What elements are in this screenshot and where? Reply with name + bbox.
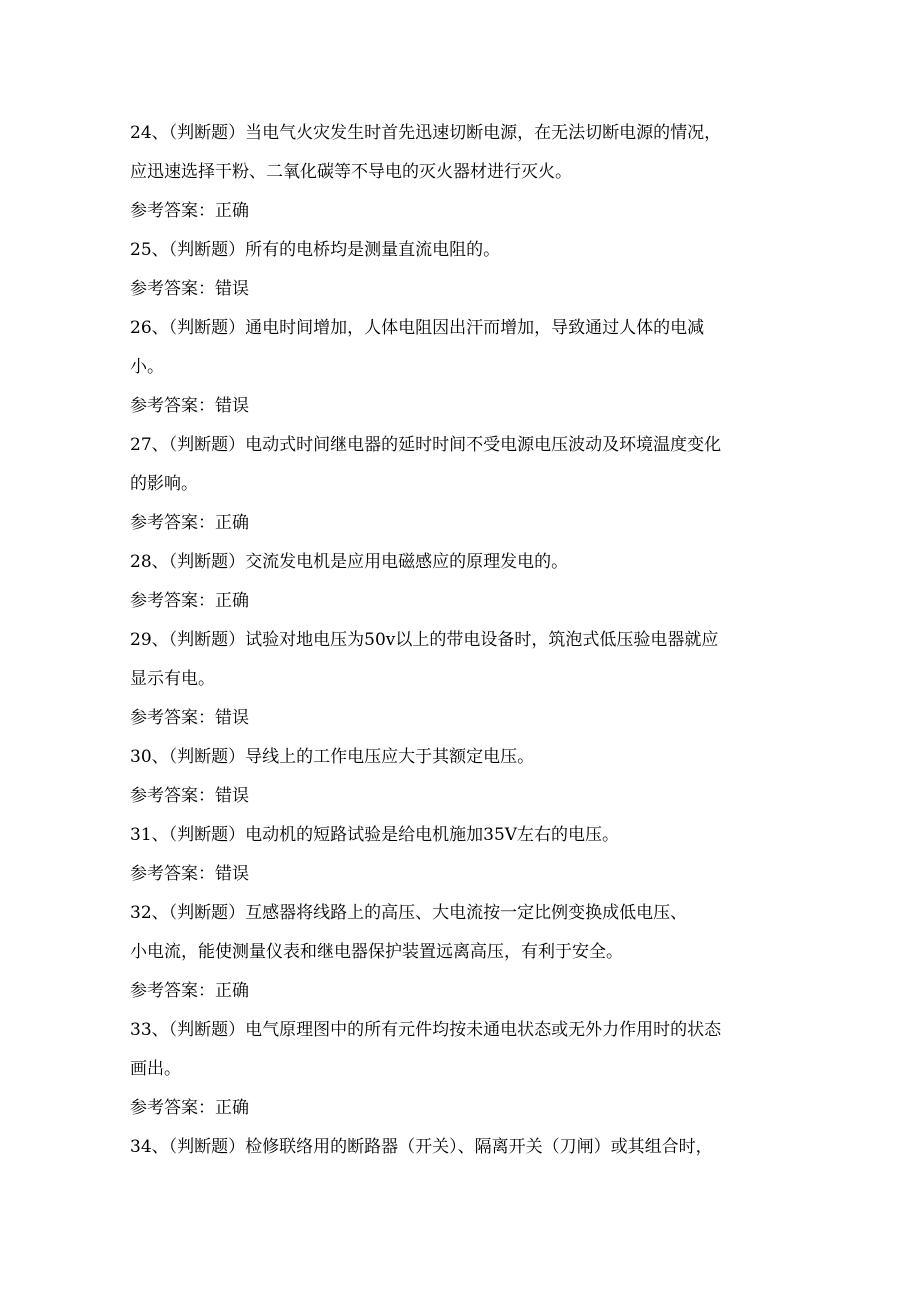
answer-text: 参考答案：正确 [130,981,249,1001]
answer-text: 参考答案：正确 [130,513,249,533]
answer-text: 参考答案：正确 [130,591,249,611]
question-text: 24、（判断题）当电气火灾发生时首先迅速切断电源，在无法切断电源的情况， [130,123,722,143]
question-list [130,114,790,1167]
question-text: 25、（判断题）所有的电桥均是测量直流电阻的。 [130,240,501,260]
answer-text: 参考答案：错误 [130,396,249,416]
question-text: 30、（判断题）导线上的工作电压应大于其额定电压。 [130,747,535,767]
question-text: 的影响。 [130,474,198,494]
answer-text: 参考答案：正确 [130,1098,249,1118]
answer-text: 参考答案：错误 [130,708,249,728]
question-text: 31、（判断题）电动机的短路试验是给电机施加35V左右的电压。 [130,825,620,845]
answer-text: 参考答案：错误 [130,786,249,806]
question-text: 33、（判断题）电气原理图中的所有元件均按未通电状态或无外力作用时的状态 [130,1020,722,1040]
question-text: 显示有电。 [130,669,215,689]
question-text: 应迅速选择干粉、二氧化碳等不导电的灭火器材进行灭火。 [130,162,572,182]
question-text: 34、（判断题）检修联络用的断路器（开关）、隔离开关（刀闸）或其组合时， [130,1137,713,1157]
answer-text: 参考答案：错误 [130,864,249,884]
question-text: 画出。 [130,1059,181,1079]
question-text: 28、（判断题）交流发电机是应用电磁感应的原理发电的。 [130,552,569,572]
answer-text: 参考答案：正确 [130,201,249,221]
answer-text: 参考答案：错误 [130,279,249,299]
question-text: 26、（判断题）通电时间增加，人体电阻因出汗而增加，导致通过人体的电减 [130,318,705,338]
question-text: 小。 [130,357,164,377]
question-text: 小电流，能使测量仪表和继电器保护装置远离高压，有利于安全。 [130,942,623,962]
question-text: 27、（判断题）电动式时间继电器的延时时间不受电源电压波动及环境温度变化 [130,435,722,455]
question-text: 32、（判断题）互感器将线路上的高压、大电流按一定比例变换成低电压、 [130,903,688,923]
question-text: 29、（判断题）试验对地电压为50v以上的带电设备时，筑泡式低压验电器就应 [130,630,719,650]
